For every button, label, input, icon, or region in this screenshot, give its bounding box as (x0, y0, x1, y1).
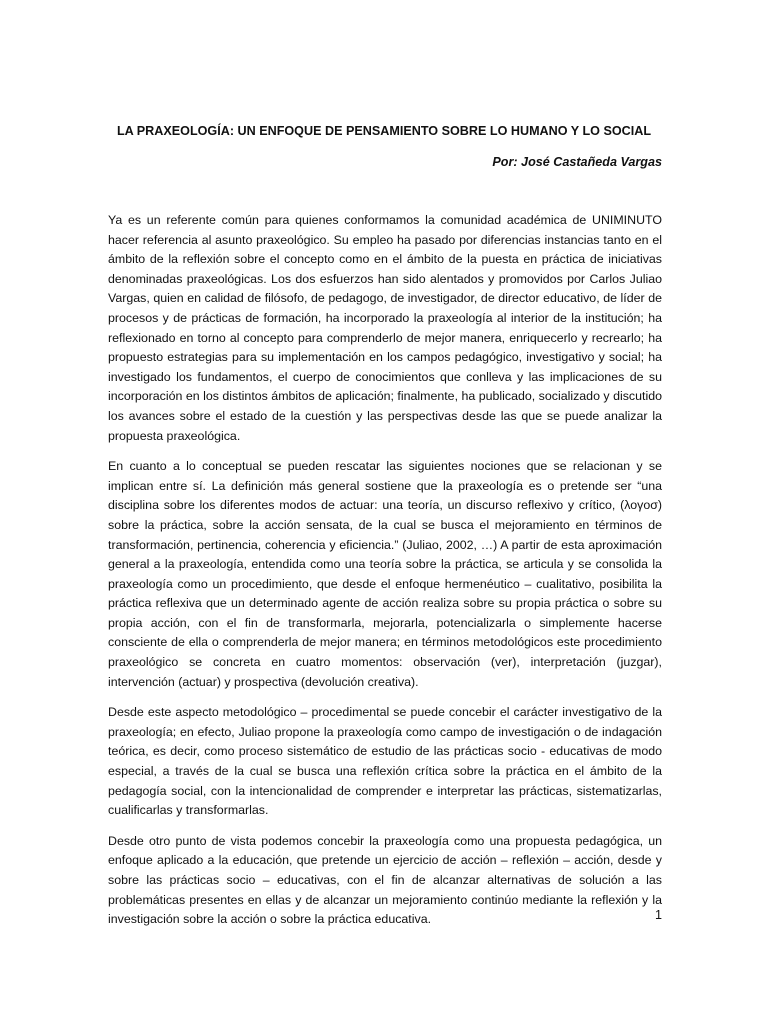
document-title: LA PRAXEOLOGÍA: UN ENFOQUE DE PENSAMIENTO SOBRE LO HUMANO Y LO SOCIAL (116, 124, 652, 138)
paragraph: En cuanto a lo conceptual se pueden rescatar las siguientes nociones que se relacionan y se implican entre sí. La definición más general sostiene que la praxeología es o pretende ser “una disciplina sobre los diferentes modos de actuar: una teoría, un discurso reflexivo y crítico, (λογοσ) sobre la práctica, sobre la acción sensata, de la cual se busca el mejoramiento en términos de transformación, pertinencia, coherencia y eficiencia.” (Juliao, 2002, …) A partir de esta aproximación general a la praxeología, entendida como una teoría sobre la práctica, se articula y se consolida la praxeología como un procedimiento, que desde el enfoque hermenéutico – cualitativo, posibilita la práctica reflexiva que un determinado agente de acción realiza sobre su propia práctica o sobre su propia acción, con el fin de transformarla, mejorarla, potencializarla o simplemente hacerse consciente de ella o comprenderla de mejor manera; en términos metodológicos este procedimiento praxeológico se concreta en cuatro momentos: observación (ver), interpretación (juzgar), intervención (actuar) y prospectiva (devolución creativa). (108, 459, 662, 689)
page-number: 1 (654, 908, 662, 922)
paragraph: Desde este aspecto metodológico – procedimental se puede concebir el carácter investigativo de la praxeología; en efecto, Juliao propone la praxeología como campo de investigación o de indagación teórica, es decir, como proceso sistemático de estudio de las prácticas socio - educativas de modo especial, a través de la cual se busca una reflexión crítica sobre la práctica en el ámbito de la pedagogía social, con la intencionalidad de comprender e interpretar las prácticas, sistematizarlas, cualificarlas y transformarlas. (108, 705, 662, 818)
paragraph: Desde otro punto de vista podemos concebir la praxeología como una propuesta pedagógica, un enfoque aplicado a la educación, que pretende un ejercicio de acción – reflexión – acción, desde y sobre las prácticas socio – educativas, con el fin de alcanzar alternativas de solución a las problemáticas presentes en ellas y de alcanzar un mejoramiento continúo mediante la reflexión y la investigación sobre la acción o sobre la práctica educativa. (108, 833, 662, 927)
paragraph: Ya es un referente común para quienes conformamos la comunidad académica de UNIMINUTO hacer referencia al asunto praxeológico. Su empleo ha pasado por diferencias instancias tanto en el ámbito de la reflexión sobre el concepto como en el ámbito de la puesta en práctica de iniciativas denominadas praxeológicas. Los dos esfuerzos han sido alentados y promovidos por Carlos Juliao Vargas, quien en calidad de filósofo, de pedagogo, de investigador, de director educativo, de líder de procesos y de prácticas de formación, ha incorporado la praxeología al interior de la institución; ha reflexionado en torno al concepto para comprenderlo de mejor manera, enriquecerlo y recrearlo; ha propuesto estrategias para su implementación en los campos pedagógico, investigativo y social; ha investigado los fundamentos, el cuerpo de conocimientos que conlleva y las implicaciones de su incorporación en los distintos ámbitos de aplicación; finalmente, ha publicado, socializado y discutido los avances sobre el estado de la cuestión y las perspectivas desde las que se puede analizar la propuesta praxeológica. (108, 213, 662, 443)
document-author: Por: José Castañeda Vargas (492, 155, 662, 169)
document-body (108, 211, 662, 941)
